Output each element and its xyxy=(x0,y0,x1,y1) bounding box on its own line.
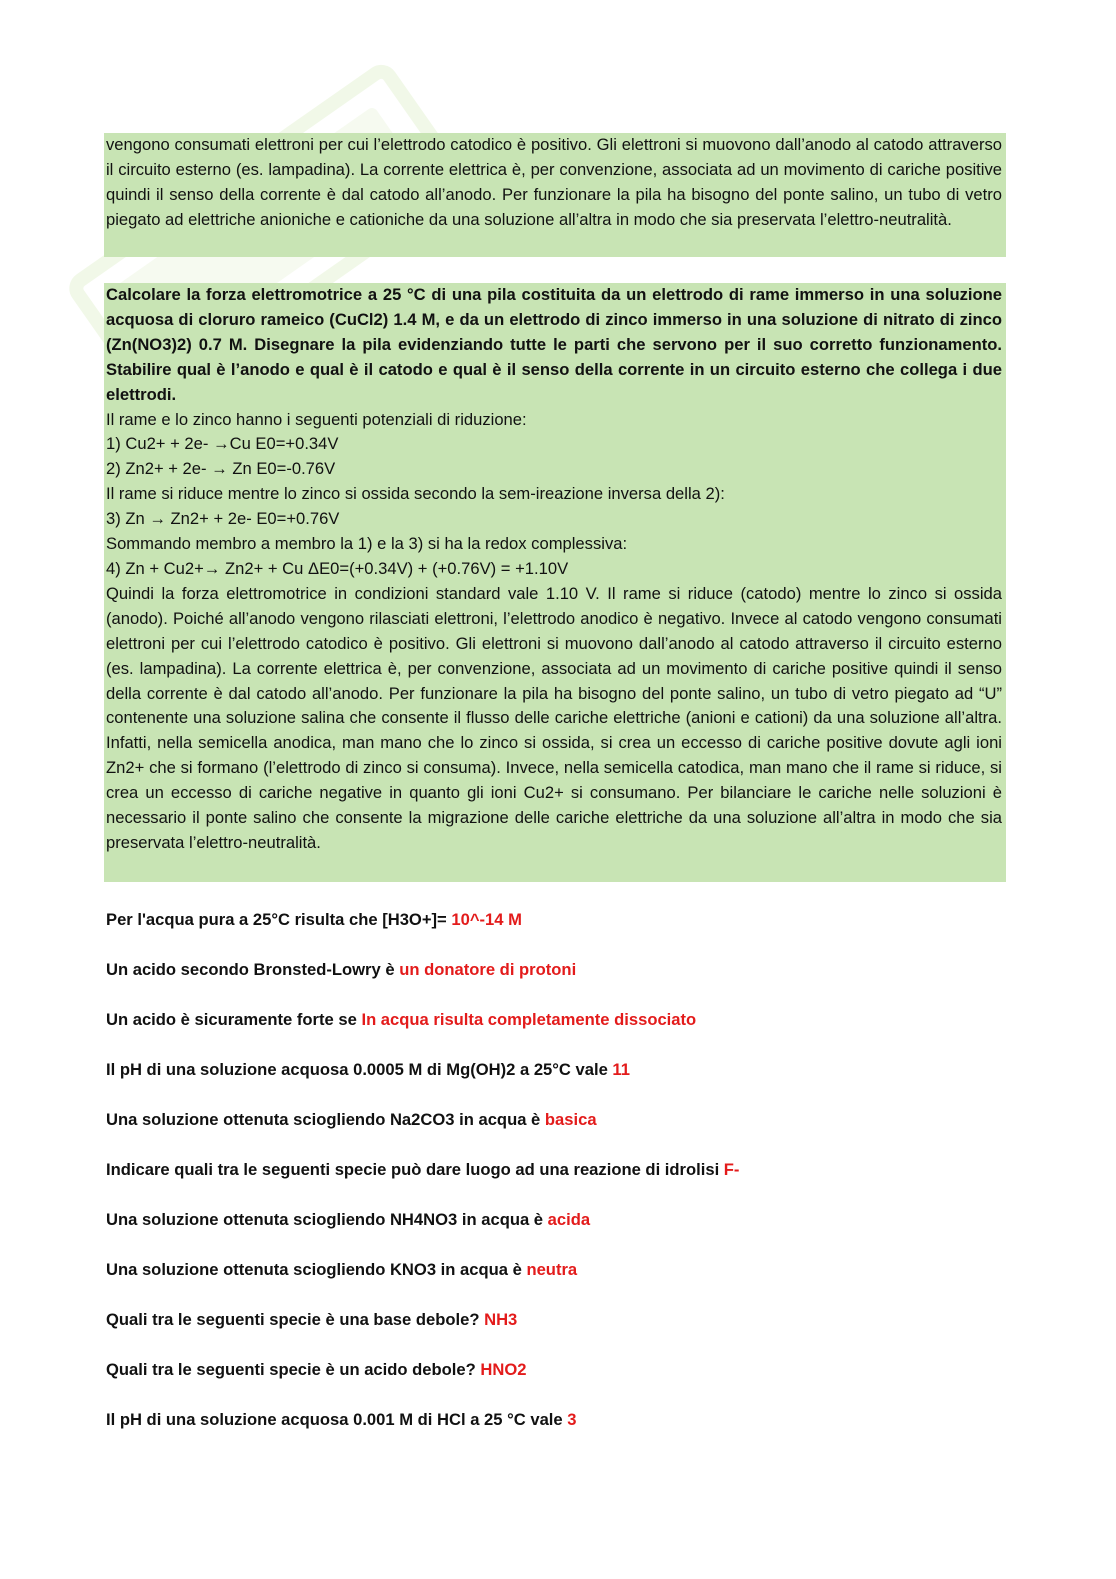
answer-text: F- xyxy=(723,1160,740,1179)
solution-line: Il rame e lo zinco hanno i seguenti potenziali di riduzione: xyxy=(106,409,527,429)
solution-paragraph: Quindi la forza elettromotrice in condizioni standard vale 1.10 V. Il rame si riduce (catodo) mentre lo zinco si ossida (anodo). Poiché all’anodo vengono rilasciati elettroni, l’elettrodo anodico è negativo. Invece al catodo vengono consumati elettroni per cui l’elettrodo catodico è positivo. Gli elettroni si muovono dall’anodo al catodo attraverso il circuito esterno (es. lampadina). La corrente elettrica è, per convenzione, associata ad un movimento di cariche positive quindi il senso della corrente è dal catodo all’anodo. Per funzionare la pila ha bisogno del ponte salino, un tubo di vetro piegato ad “U” contenente una soluzione salina che consente il flusso delle cariche elettriche (anioni e cationi) da una soluzione all’altra. Infatti, nella semicella anodica, man mano che lo zinco si ossida, si crea un eccesso di cariche positive dovute agli ioni Zn2+ che si formano (l’elettrodo di zinco si consuma). Invece, nella semicella catodica, man mano che il rame si riduce, si crea un eccesso di cariche negative in quanto gli ioni Cu2+ si consumano. Per bilanciare le cariche nelle soluzioni è necessario il ponte salino che consente la migrazione delle cariche elettriche da una soluzione all’altra in modo che sia preservata l’elettro-neutralità. xyxy=(106,583,1002,852)
question-text: Il pH di una soluzione acquosa 0.001 M di HCl a 25 °C vale xyxy=(106,1410,568,1429)
qa-item xyxy=(106,1159,1006,1181)
highlighted-paragraph xyxy=(104,133,1006,257)
question-text: Una soluzione ottenuta sciogliendo KNO3 in acqua è xyxy=(106,1260,527,1279)
question-text: Una soluzione ottenuta sciogliendo Na2CO3 in acqua è xyxy=(106,1110,545,1129)
question-text: Indicare quali tra le seguenti specie può dare luogo ad una reazione di idrolisi xyxy=(106,1160,724,1179)
question-text: Un acido secondo Bronsted-Lowry è xyxy=(106,960,400,979)
solution-line: 4) Zn + Cu2+→ Zn2+ + Cu ΔE0=(+0.34V) + (+0.76V) = +1.10V xyxy=(106,558,569,578)
qa-item xyxy=(106,1209,1006,1231)
qa-item xyxy=(106,1059,1006,1081)
exercise-block xyxy=(104,283,1006,882)
paragraph-text: vengono consumati elettroni per cui l’elettrodo catodico è positivo. Gli elettroni si muovono dall’anodo al catodo attraverso il circuito esterno (es. lampadina). La corrente elettrica è, per convenzione, associata ad un movimento di cariche positive quindi il senso della corrente è dal catodo all’anodo. Per funzionare la pila ha bisogno del ponte salino, un tubo di vetro piegato ad elettriche anioniche e cationiche da una soluzione all’altra in modo che sia preservata l’elettro-neutralità. xyxy=(106,135,1002,229)
question-text: Per l'acqua pura a 25°C risulta che [H3O+]= xyxy=(106,910,452,929)
answer-text: basica xyxy=(544,1110,597,1129)
question-text: Una soluzione ottenuta sciogliendo NH4NO3 in acqua è xyxy=(106,1210,548,1229)
answer-text: un donatore di protoni xyxy=(399,960,577,979)
solution-line: Il rame si riduce mentre lo zinco si ossida secondo la sem-ireazione inversa della 2): xyxy=(106,484,725,504)
solution-line: 3) Zn → Zn2+ + 2e- E0=+0.76V xyxy=(106,509,340,529)
qa-item xyxy=(106,1109,1006,1131)
answer-text: In acqua risulta completamente dissociato xyxy=(361,1010,697,1029)
solution-line: Sommando membro a membro la 1) e la 3) si ha la redox complessiva: xyxy=(106,534,628,554)
exercise-question: Calcolare la forza elettromotrice a 25 °C di una pila costituita da un elettrodo di rame immerso in una soluzione acquosa di cloruro rameico (CuCl2) 1.4 M, e da un elettrodo di zinco immerso in una soluzione di nitrato di zinco (Zn(NO3)2) 0.7 M. Disegnare la pila evidenziando tutte le parti che servono per il suo corretto funzionamento. Stabilire qual è l’anodo e qual è il catodo e qual è il senso della corrente in un circuito esterno che collega i due elettrodi. xyxy=(106,285,1002,404)
answer-text: NH3 xyxy=(484,1310,518,1329)
answer-text: acida xyxy=(547,1210,591,1229)
answer-text: HNO2 xyxy=(480,1360,527,1379)
answer-text: neutra xyxy=(526,1260,578,1279)
solution-line: 2) Zn2+ + 2e- → Zn E0=-0.76V xyxy=(106,459,336,479)
qa-item xyxy=(106,1359,1006,1381)
question-text: Quali tra le seguenti specie è un acido debole? xyxy=(106,1360,481,1379)
qa-item xyxy=(106,1309,1006,1331)
qa-item xyxy=(106,959,1006,981)
question-text: Il pH di una soluzione acquosa 0.0005 M di Mg(OH)2 a 25°C vale xyxy=(106,1060,613,1079)
qa-item xyxy=(106,909,1006,931)
qa-item xyxy=(106,1009,1006,1031)
qa-item xyxy=(106,1259,1006,1281)
answer-text: 10^-14 M xyxy=(451,910,522,929)
qa-item xyxy=(106,1409,1006,1431)
answer-text: 3 xyxy=(567,1410,577,1429)
question-text: Quali tra le seguenti specie è una base debole? xyxy=(106,1310,485,1329)
answer-text: 11 xyxy=(612,1060,630,1079)
solution-line: 1) Cu2+ + 2e- →Cu E0=+0.34V xyxy=(106,434,339,454)
question-text: Un acido è sicuramente forte se xyxy=(106,1010,362,1029)
